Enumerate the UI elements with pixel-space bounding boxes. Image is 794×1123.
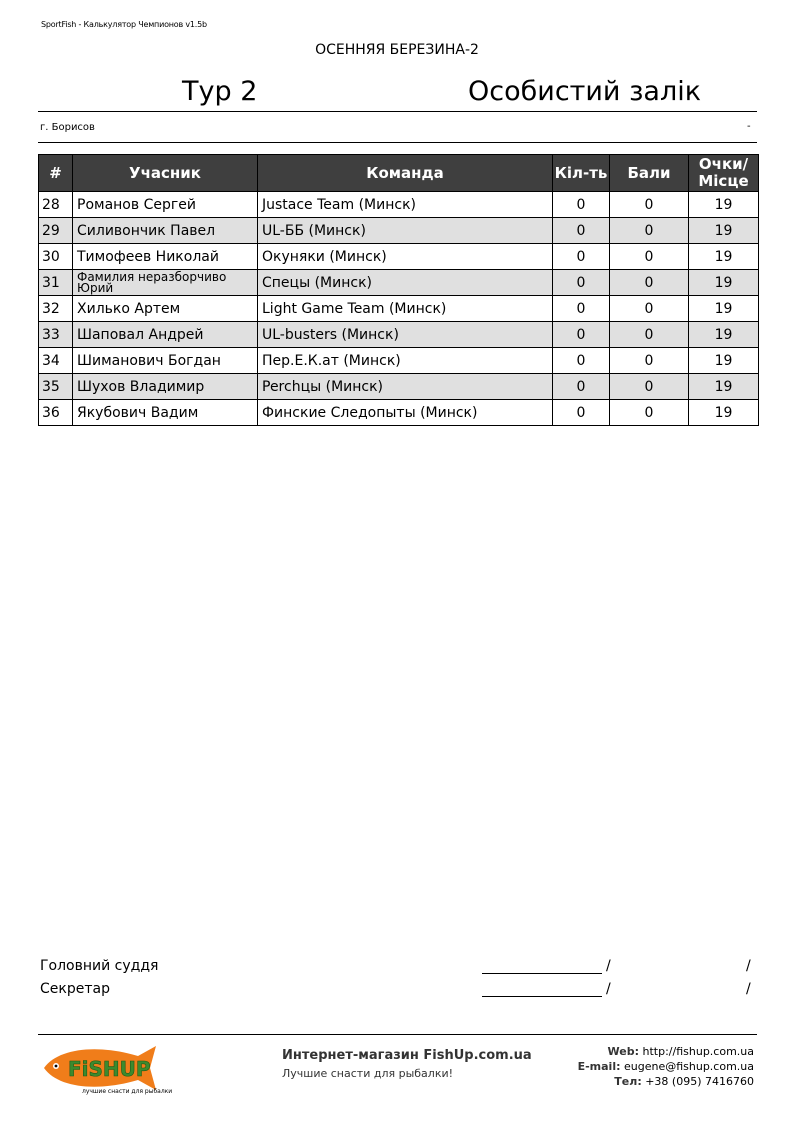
- column-header-points: Бали: [610, 155, 689, 192]
- team-name: Perchцы (Минск): [258, 374, 553, 400]
- place-value: 19: [689, 296, 759, 322]
- place-value: 19: [689, 192, 759, 218]
- table-row: [39, 322, 759, 348]
- team-name: Финские Следопыты (Минск): [258, 400, 553, 426]
- row-number: 34: [39, 348, 73, 374]
- participant-name: Фамилия неразборчиво Юрий: [73, 270, 258, 296]
- standing-type: Особистий залік: [468, 76, 702, 107]
- participant-name: Силивончик Павел: [73, 218, 258, 244]
- team-name: Спецы (Минск): [258, 270, 553, 296]
- count-value: 0: [553, 322, 610, 348]
- points-value: 0: [610, 192, 689, 218]
- fishup-logo: [38, 1040, 173, 1096]
- count-value: 0: [553, 348, 610, 374]
- column-header-participant: Учасник: [73, 155, 258, 192]
- divider: [38, 111, 757, 112]
- team-name: Окуняки (Минск): [258, 244, 553, 270]
- row-number: 29: [39, 218, 73, 244]
- right-note: -: [747, 121, 751, 132]
- contacts-block: [578, 1044, 754, 1089]
- count-value: 0: [553, 296, 610, 322]
- points-value: 0: [610, 374, 689, 400]
- table-row: [39, 400, 759, 426]
- results-table: [38, 154, 759, 426]
- participant-name: Якубович Вадим: [73, 400, 258, 426]
- round-title: Тур 2: [182, 76, 258, 107]
- footer-divider: [38, 1034, 757, 1035]
- event-title: ОСЕННЯЯ БЕРЕЗИНА-2: [315, 42, 479, 58]
- divider: [38, 142, 757, 143]
- column-header-count: Кіл-ть: [553, 155, 610, 192]
- points-value: 0: [610, 296, 689, 322]
- place-value: 19: [689, 244, 759, 270]
- participant-name: Романов Сергей: [73, 192, 258, 218]
- web-link[interactable]: http://fishup.com.ua: [642, 1045, 754, 1058]
- table-row: [39, 374, 759, 400]
- participant-name: Шухов Владимир: [73, 374, 258, 400]
- points-value: 0: [610, 270, 689, 296]
- row-number: 33: [39, 322, 73, 348]
- secretary-signature-line: [482, 996, 602, 997]
- participant-name: Тимофеев Николай: [73, 244, 258, 270]
- chief-judge-slash: /: [606, 958, 611, 974]
- row-number: 30: [39, 244, 73, 270]
- secretary-label: Секретар: [40, 981, 110, 997]
- participant-name: Шаповал Андрей: [73, 322, 258, 348]
- points-value: 0: [610, 322, 689, 348]
- email-link[interactable]: eugene@fishup.com.ua: [623, 1060, 754, 1073]
- count-value: 0: [553, 218, 610, 244]
- chief-judge-label: Головний суддя: [40, 958, 159, 974]
- place-value: 19: [689, 400, 759, 426]
- table-row: [39, 270, 759, 296]
- team-name: Justace Team (Минск): [258, 192, 553, 218]
- row-number: 31: [39, 270, 73, 296]
- team-name: Light Game Team (Минск): [258, 296, 553, 322]
- tel-value: +38 (095) 7416760: [645, 1075, 754, 1088]
- app-title: SportFish - Калькулятор Чемпионов v1.5b: [41, 20, 207, 29]
- column-header-team: Команда: [258, 155, 553, 192]
- row-number: 32: [39, 296, 73, 322]
- secretary-slash-end: /: [746, 981, 751, 997]
- shop-name: Интернет-магазин FishUp.com.ua: [282, 1048, 532, 1063]
- points-value: 0: [610, 218, 689, 244]
- points-value: 0: [610, 348, 689, 374]
- tel-label: Тел:: [614, 1075, 642, 1088]
- points-value: 0: [610, 244, 689, 270]
- team-name: UL-busters (Минск): [258, 322, 553, 348]
- row-number: 28: [39, 192, 73, 218]
- team-name: UL-ББ (Минск): [258, 218, 553, 244]
- table-row: [39, 218, 759, 244]
- place-value: 19: [689, 322, 759, 348]
- count-value: 0: [553, 270, 610, 296]
- city-label: г. Борисов: [40, 122, 95, 133]
- participant-name: Шиманович Богдан: [73, 348, 258, 374]
- table-row: [39, 192, 759, 218]
- email-label: E-mail:: [577, 1060, 621, 1073]
- row-number: 35: [39, 374, 73, 400]
- participant-name: Хилько Артем: [73, 296, 258, 322]
- count-value: 0: [553, 192, 610, 218]
- web-label: Web:: [607, 1045, 640, 1058]
- place-value: 19: [689, 348, 759, 374]
- place-value: 19: [689, 218, 759, 244]
- table-row: [39, 348, 759, 374]
- team-name: Пер.Е.К.ат (Минск): [258, 348, 553, 374]
- count-value: 0: [553, 400, 610, 426]
- row-number: 36: [39, 400, 73, 426]
- logo-tagline: лучшие снасти для рыбалки: [82, 1088, 173, 1095]
- table-row: [39, 244, 759, 270]
- points-value: 0: [610, 400, 689, 426]
- column-header-num: #: [39, 155, 73, 192]
- count-value: 0: [553, 374, 610, 400]
- logo-text: FiSHUP: [68, 1057, 151, 1081]
- table-row: [39, 296, 759, 322]
- secretary-slash: /: [606, 981, 611, 997]
- table-header-row: [39, 155, 759, 192]
- count-value: 0: [553, 244, 610, 270]
- place-value: 19: [689, 270, 759, 296]
- place-value: 19: [689, 374, 759, 400]
- chief-judge-signature-line: [482, 973, 602, 974]
- column-header-place: Очки/ Місце: [689, 155, 759, 192]
- chief-judge-slash-end: /: [746, 958, 751, 974]
- shop-slogan: Лучшие снасти для рыбалки!: [282, 1067, 454, 1080]
